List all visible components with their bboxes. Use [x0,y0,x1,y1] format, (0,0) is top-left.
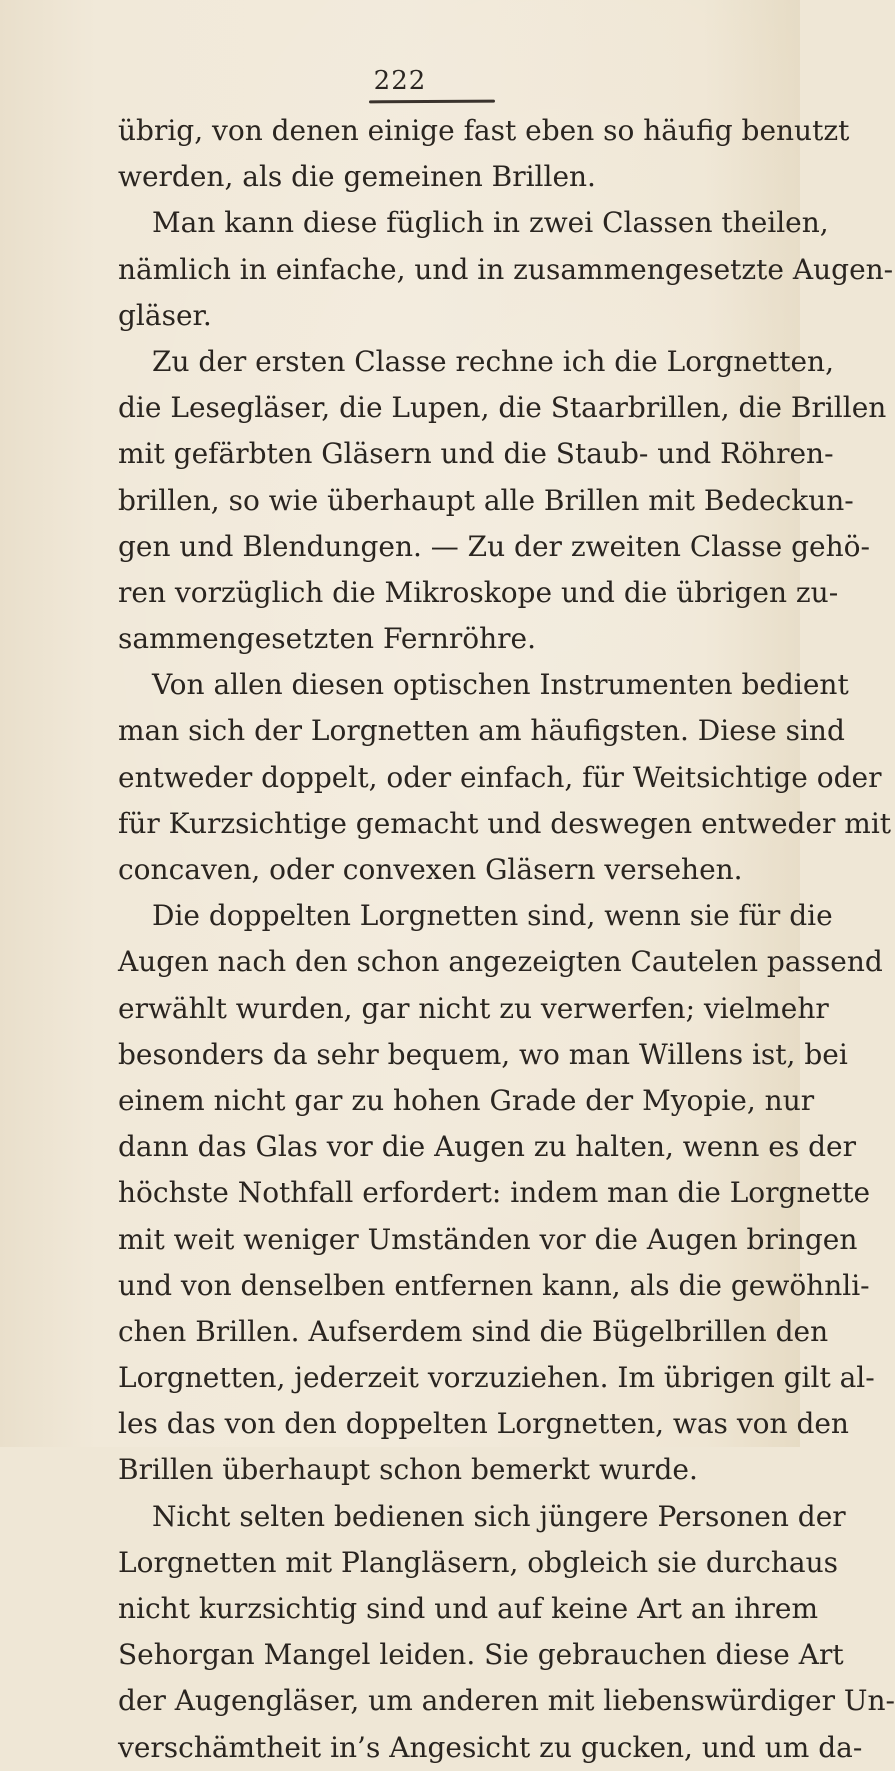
text-line: Lorgnetten, jederzeit vorzuziehen. Im übrigen gilt al- [118,1361,875,1395]
text-line: besonders da sehr bequem, wo man Willens ist, bei [118,1037,848,1071]
text-line: Man kann diese füglich in zwei Classen theilen, [152,206,829,240]
text-line: Die doppelten Lorgnetten sind, wenn sie für die [152,899,833,933]
text-line: und von denselben entfernen kann, als die gewöhnli- [118,1268,870,1302]
text-line: übrig, von denen einige fast eben so häufig benutzt [118,114,850,147]
text-line: nicht kurzsichtig sind und auf keine Art an ihrem [118,1592,818,1625]
text-line: sammengesetzten Fernröhre. [118,622,536,656]
text-line: Von allen diesen optischen Instrumenten bedient [152,668,849,702]
text-line: Brillen überhaupt schon bemerkt wurde. [118,1453,698,1487]
text-line: für Kurzsichtige gemacht und deswegen entweder mit [118,806,892,840]
text-line: dann das Glas vor die Augen zu halten, wenn es der [118,1130,856,1164]
text-line: Lorgnetten mit Plangläsern, obgleich sie durchaus [118,1545,839,1579]
text-line: Augen nach den schon angezeigten Cautelen passend [118,945,883,979]
text-line: gen und Blendungen. — Zu der zweiten Classe gehö- [118,529,870,563]
text-line: Zu der ersten Classe rechne ich die Lorgnetten, [152,344,834,378]
text-line: werden, als die gemeinen Brillen. [118,160,596,194]
text-line: les das von den doppelten Lorgnetten, was von den [118,1407,849,1441]
text-line: man sich der Lorgnetten am häufigsten. Diese sind [118,714,845,748]
text-line: concaven, oder convexen Gläsern versehen. [118,853,743,886]
text-line: höchste Nothfall erfordert: indem man die Lorgnette [118,1176,871,1210]
text-line: ren vorzüglich die Mikroskope und die übrigen zu- [118,575,839,609]
text-line: mit weit weniger Umständen vor die Augen bringen [118,1222,858,1256]
text-line: chen Brillen. Aufserdem sind die Bügelbrillen den [118,1314,829,1348]
text-line: Sehorgan Mangel leiden. Sie gebrauchen diese Art [118,1638,844,1672]
text-line: brillen, so wie überhaupt alle Brillen mit Bedeckun- [118,483,854,517]
header-rule [369,100,495,104]
text-line: der Augengläser, um anderen mit liebenswürdiger Un- [118,1684,895,1718]
text-line: die Lesegläser, die Lupen, die Staarbrillen, die Brillen [118,391,887,425]
text-line: nämlich in einfache, und in zusammengesetzte Augen- [118,252,894,286]
text-line: mit gefärbten Gläsern und die Staub- und Röhren- [118,437,834,471]
text-line: gläser. [118,298,212,332]
body-text [118,108,895,1771]
text-line: erwählt wurden, gar nicht zu verwerfen; vielmehr [118,991,829,1025]
page-number: 222 [373,66,427,96]
text-line: einem nicht gar zu hohen Grade der Myopie, nur [118,1083,815,1117]
text-line: Nicht selten bedienen sich jüngere Personen der [152,1499,846,1533]
text-line: entweder doppelt, oder einfach, für Weitsichtige oder [118,760,882,794]
text-line: verschämtheit in’s Angesicht zu gucken, und um da- [118,1730,863,1764]
